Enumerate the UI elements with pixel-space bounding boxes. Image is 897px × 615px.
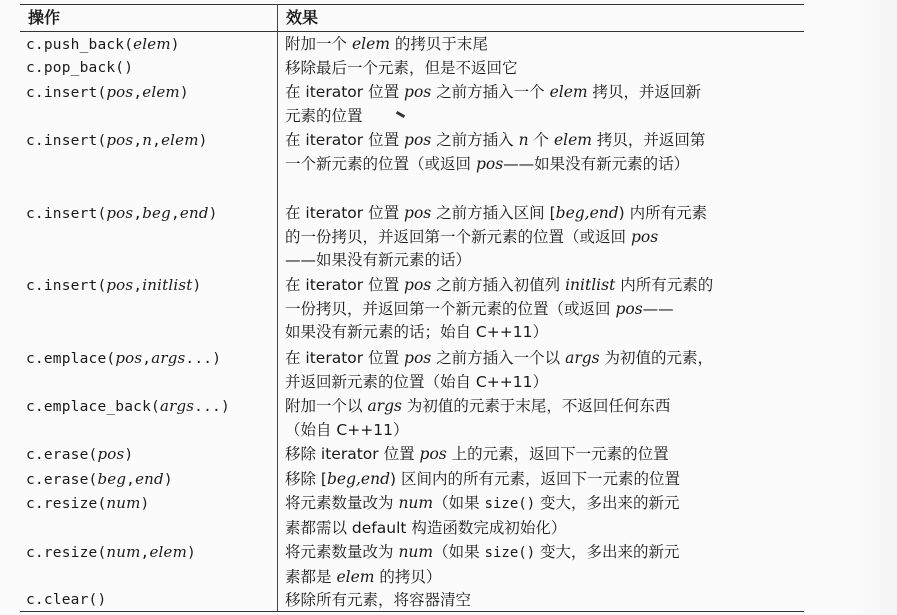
effect-parameter: args: [565, 349, 600, 367]
operation-argument: initlist: [142, 276, 193, 294]
operation-argument: elem: [161, 131, 199, 149]
effect-parameter: num: [398, 494, 434, 512]
operation-code: ...): [194, 399, 230, 415]
effect-text: 在 iterator 位置: [285, 349, 405, 367]
effect-text: 在 iterator 位置: [285, 83, 405, 101]
operation-cell: [26, 395, 230, 419]
effect-code: size(): [484, 545, 536, 561]
operation-code: c.erase(: [26, 447, 98, 463]
effect-text: 移除 iterator 位置: [285, 445, 420, 463]
effect-cell: [285, 57, 797, 81]
operation-argument: beg: [142, 204, 171, 222]
effect-line: [285, 541, 797, 566]
effect-text: 变大，多出来的新元: [535, 494, 680, 512]
operation-code: ,: [133, 278, 143, 294]
effect-text: 上的元素，返回下一元素的位置: [446, 445, 669, 463]
column-divider: [277, 4, 278, 611]
operation-argument: args: [159, 397, 195, 415]
operation-code: ,: [170, 206, 180, 222]
effect-line: [285, 443, 797, 467]
effect-cell: [285, 468, 797, 492]
effect-line: [285, 57, 797, 81]
effect-line: [285, 33, 797, 57]
effect-text: 的拷贝）: [374, 567, 442, 586]
operation-argument: elem: [133, 35, 171, 53]
operation-argument: num: [106, 543, 141, 561]
page-edge-shade: [857, 0, 897, 615]
effect-line: [285, 153, 797, 177]
effect-text: 之前方插入一个以: [431, 349, 566, 367]
operation-cell: [26, 274, 201, 298]
effect-line: [285, 321, 797, 345]
table-header-rule: [20, 31, 804, 32]
effect-parameter: num: [398, 543, 434, 561]
operation-argument: elem: [149, 543, 188, 561]
operation-argument: pos: [106, 204, 134, 222]
operation-argument: end: [135, 470, 164, 488]
operation-code: ): [170, 37, 180, 53]
header-effect: 效果: [286, 8, 319, 27]
effect-parameter: elem: [549, 83, 588, 101]
effect-line: [285, 566, 797, 590]
effect-text: 附加一个: [285, 35, 352, 53]
effect-text: 内所有元素的: [615, 276, 714, 294]
effect-cell: [285, 589, 797, 613]
operation-argument: pos: [106, 131, 134, 149]
effect-text: 之前方插入初值列: [431, 276, 566, 294]
operation-code: ,: [140, 545, 150, 561]
effect-line: [285, 202, 797, 226]
effect-line: [285, 347, 797, 371]
operation-code: ): [208, 206, 218, 222]
effect-text: ) 区间内的所有元素，返回下一元素的位置: [390, 470, 680, 488]
effect-text: （始自 C++11）: [285, 420, 409, 439]
operation-argument: num: [106, 494, 141, 512]
effect-text: 素都需以 default 构造函数完成初始化）: [285, 518, 567, 537]
effect-parameter: initlist: [565, 276, 616, 294]
effect-line: [285, 589, 797, 613]
effect-parameter: n: [518, 131, 529, 149]
effect-parameter: pos: [404, 131, 432, 149]
effect-parameter: beg,end: [326, 470, 391, 488]
effect-parameter: elem: [336, 567, 375, 586]
effect-parameter: beg,end: [555, 204, 619, 222]
effect-text: 素都是: [285, 567, 337, 586]
effect-text: 移除最后一个元素，但是不返回它: [285, 59, 518, 77]
effect-text: 附加一个以: [285, 397, 368, 415]
operation-code: c.pop_back(): [26, 60, 134, 76]
effect-cell: [285, 33, 797, 57]
operation-cell: [26, 81, 189, 105]
operation-code: ): [163, 472, 173, 488]
effect-line: [285, 226, 797, 250]
effect-cell: [285, 395, 797, 442]
effect-parameter: pos: [419, 445, 447, 463]
effect-text: 在 iterator 位置: [285, 131, 405, 149]
operation-argument: pos: [115, 349, 143, 367]
operation-code: ): [124, 447, 134, 463]
operations-table: [20, 0, 804, 615]
operation-code: ,: [133, 206, 143, 222]
operation-code: c.insert(: [26, 133, 107, 149]
effect-cell: [285, 202, 797, 273]
effect-text: 变大，多出来的新元: [535, 543, 680, 561]
effect-text: 之前方插入区间 [: [431, 204, 556, 222]
operation-cell: [26, 589, 106, 612]
operation-code: ): [192, 278, 202, 294]
operation-cell: [26, 129, 208, 153]
operation-cell: [26, 468, 173, 492]
effect-text: 拷贝，并返回第: [591, 131, 706, 149]
operation-cell: [26, 347, 221, 371]
effect-text: 将元素数量改为: [285, 494, 399, 512]
operation-code: ,: [126, 472, 136, 488]
effect-parameter: pos: [404, 204, 432, 222]
effect-text: ——: [642, 299, 674, 318]
operation-code: c.insert(: [26, 278, 107, 294]
effect-cell: [285, 541, 797, 589]
effect-text: 拷贝，并返回新: [587, 83, 702, 101]
operation-cell: [26, 57, 133, 80]
effect-text: 并返回新元素的位置（始自 C++11）: [285, 372, 548, 391]
operation-argument: pos: [106, 83, 134, 101]
operation-argument: pos: [97, 445, 125, 463]
operation-code: c.erase(: [26, 472, 98, 488]
operation-code: ,: [133, 133, 143, 149]
effect-line: [285, 81, 797, 105]
effect-cell: [285, 274, 797, 345]
effect-parameter: pos: [404, 276, 432, 294]
effect-parameter: pos: [404, 349, 432, 367]
effect-line: [285, 419, 797, 443]
effect-parameter: pos: [404, 83, 432, 101]
effect-text: ——如果没有新元素的话）: [503, 154, 690, 173]
effect-text: 的拷贝于末尾: [389, 35, 488, 53]
effect-parameter: pos: [475, 154, 504, 173]
effect-text: 之前方插入: [431, 131, 519, 149]
effect-cell: [285, 347, 797, 394]
effect-text: ) 内所有元素: [618, 204, 708, 222]
effect-parameter: pos: [630, 227, 659, 246]
operation-code: ...): [185, 351, 222, 367]
effect-text: 一份拷贝，并返回第一个新元素的位置（或返回: [285, 299, 616, 318]
operation-argument: pos: [106, 276, 134, 294]
effect-line: [285, 249, 797, 273]
effect-line: [285, 517, 797, 541]
operation-code: c.resize(: [26, 545, 107, 561]
header-operation: 操作: [28, 8, 61, 27]
operation-code: c.insert(: [26, 206, 107, 222]
operation-cell: [26, 202, 218, 226]
effect-text: 元素的位置: [285, 106, 363, 125]
effect-text: 将元素数量改为: [285, 543, 399, 561]
operation-code: ,: [142, 351, 152, 367]
operation-code: c.resize(: [26, 496, 107, 512]
operation-argument: args: [151, 349, 186, 367]
operation-code: c.push_back(: [26, 37, 134, 53]
effect-text: 为初值的元素于末尾，不返回任何东西: [401, 397, 671, 415]
effect-text: 个: [528, 131, 554, 149]
effect-text: 如果没有新元素的话；始自 C++11）: [285, 323, 548, 341]
operation-cell: [26, 541, 196, 565]
operation-argument: end: [179, 204, 209, 222]
effect-text: （如果: [433, 494, 485, 512]
operation-code: ): [140, 496, 150, 512]
operation-code: ,: [133, 85, 143, 101]
effect-text: 为初值的元素，: [599, 349, 714, 367]
operation-code: ): [179, 85, 189, 101]
effect-parameter: pos: [615, 299, 643, 318]
operation-cell: [26, 492, 149, 516]
operation-argument: elem: [142, 83, 180, 101]
effect-cell: [285, 492, 797, 540]
effect-cell: [285, 443, 797, 467]
effect-text: 之前方插入一个: [431, 83, 550, 101]
effect-line: [285, 492, 797, 517]
effect-cell: [285, 81, 797, 128]
effect-text: 的一份拷贝，并返回第一个新元素的位置（或返回: [285, 227, 631, 246]
effect-line: [285, 129, 797, 153]
effect-text: 一个新元素的位置（或返回: [285, 154, 476, 173]
effect-text: 在 iterator 位置: [285, 276, 405, 294]
effect-parameter: args: [367, 397, 402, 415]
operation-code: ): [187, 545, 196, 561]
effect-text: 移除所有元素，将容器清空: [285, 591, 472, 609]
operation-code: ,: [152, 133, 162, 149]
effect-line: [285, 395, 797, 419]
effect-line: [285, 298, 797, 322]
table-top-rule: [20, 4, 804, 5]
effect-line: [285, 105, 797, 129]
effect-line: [285, 274, 797, 298]
effect-parameter: elem: [351, 35, 390, 53]
effect-text: 移除 [: [285, 470, 327, 488]
effect-parameter: elem: [553, 131, 592, 149]
effect-line: [285, 468, 797, 492]
effect-line: [285, 371, 797, 395]
effect-text: 在 iterator 位置: [285, 204, 405, 222]
operation-code: c.clear(): [26, 592, 107, 608]
operation-code: c.emplace(: [26, 351, 116, 367]
operation-code: ): [198, 133, 208, 149]
operation-code: c.insert(: [26, 85, 107, 101]
effect-cell: [285, 129, 797, 176]
operation-argument: beg: [97, 470, 127, 488]
operation-argument: n: [142, 131, 153, 149]
operation-cell: [26, 443, 133, 467]
operation-cell: [26, 33, 180, 57]
effect-text: （如果: [433, 543, 485, 561]
operation-code: c.emplace_back(: [26, 399, 160, 415]
effect-text: ——如果没有新元素的话）: [285, 251, 472, 269]
effect-code: size(): [484, 496, 536, 512]
